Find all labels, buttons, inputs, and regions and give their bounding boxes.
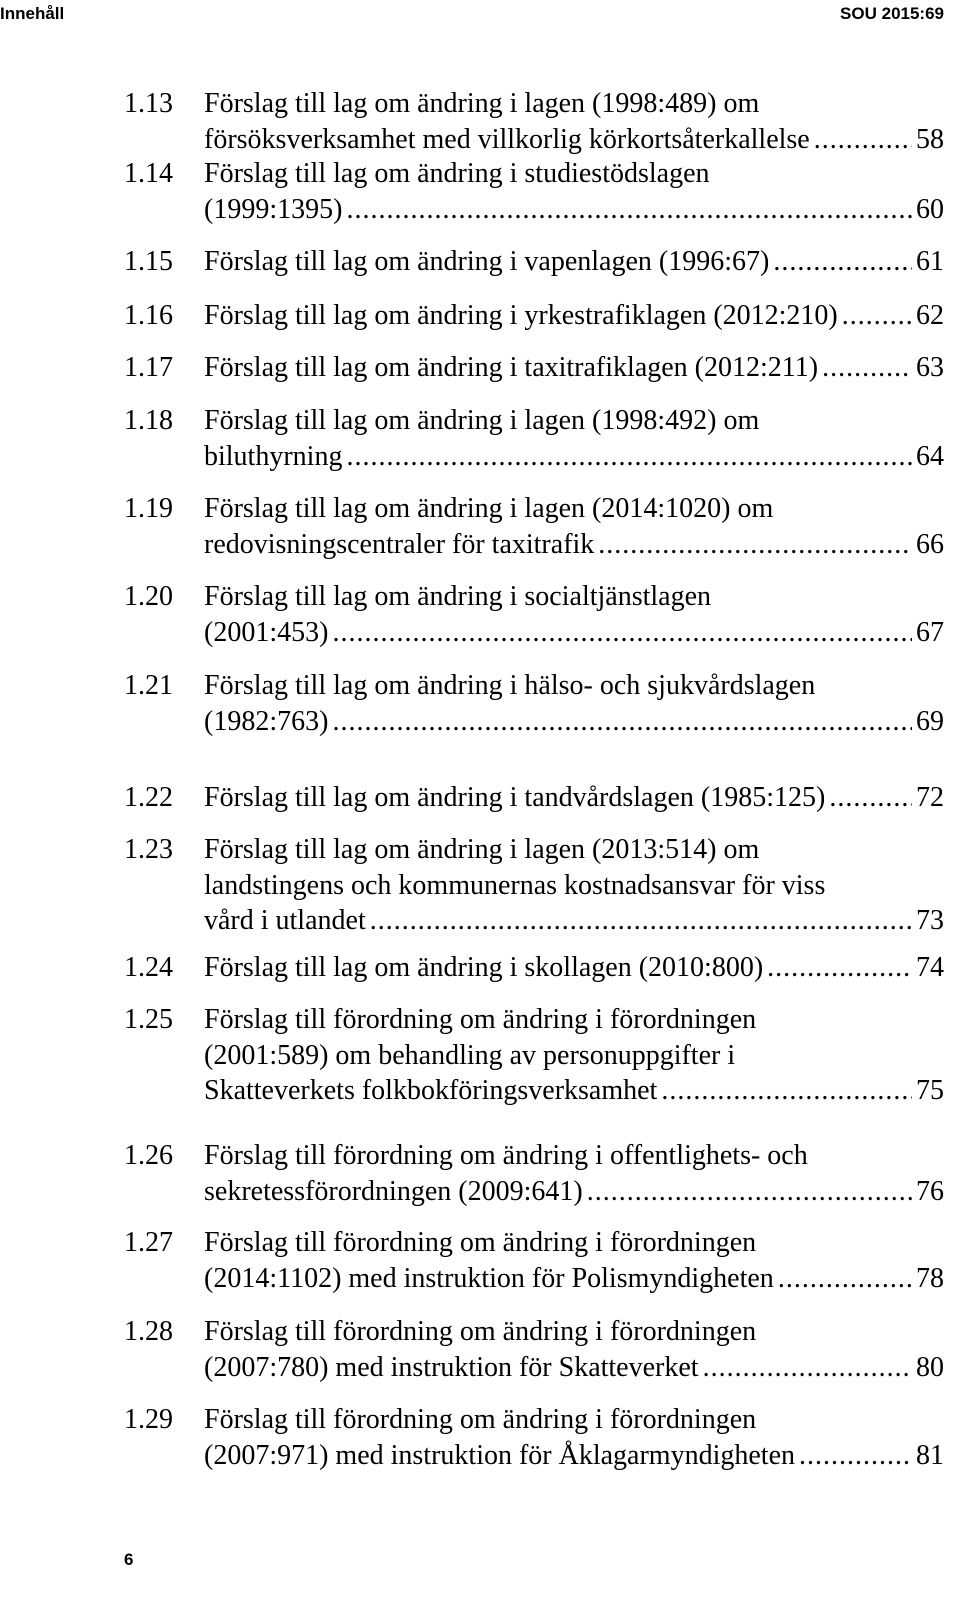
toc-entry-last-line <box>204 704 944 740</box>
toc-page-number: 74 <box>916 952 944 983</box>
toc-page-number: 63 <box>916 352 944 383</box>
toc-entry-line: (2014:1102) med instruktion för Polismyndigheten <box>204 1262 774 1294</box>
toc-entry-number: 1.28 <box>124 1316 173 1347</box>
toc-entry-title <box>204 1138 944 1209</box>
toc-entry-line: Förslag till förordning om ändring i förordningen <box>204 1004 757 1035</box>
toc-entry-title <box>204 491 944 562</box>
toc-entry-number: 1.22 <box>124 782 173 813</box>
toc-entry-line: sekretessförordningen (2009:641) <box>204 1175 583 1207</box>
toc-entry-title <box>204 1002 944 1109</box>
toc-page-number: 64 <box>916 440 944 472</box>
document-id: SOU 2015:69 <box>840 4 944 23</box>
toc-entry[interactable] <box>124 156 944 227</box>
toc-entry-number: 1.20 <box>124 581 173 612</box>
toc-entry[interactable] <box>124 950 944 986</box>
toc-entry-last-line <box>204 1174 944 1210</box>
toc-entry-title <box>204 579 944 650</box>
toc-entry[interactable] <box>124 832 944 939</box>
toc-entry-line: Förslag till lag om ändring i hälso- och sjukvårdslagen <box>204 670 816 701</box>
toc-entry-last-line <box>204 950 944 986</box>
toc-entry[interactable] <box>124 780 944 816</box>
toc-entry-line: Förslag till lag om ändring i yrkestrafiklagen (2012:210) <box>204 300 838 331</box>
toc-entry-line: Förslag till lag om ändring i socialtjänstlagen <box>204 581 712 612</box>
toc-entry-line: Förslag till lag om ändring i taxitrafiklagen (2012:211) <box>204 352 819 383</box>
toc-entry-line: Förslag till lag om ändring i lagen (2014:1020) om <box>204 493 774 524</box>
toc-entry-number: 1.27 <box>124 1227 173 1258</box>
toc-page-number: 76 <box>916 1175 944 1207</box>
toc-page-number: 69 <box>916 705 944 737</box>
toc-entry-last-line <box>204 350 944 386</box>
toc-entry[interactable] <box>124 1138 944 1209</box>
toc-entry-line: (1999:1395) <box>204 193 343 225</box>
toc-entry-line: Förslag till lag om ändring i studiestödslagen <box>204 158 710 189</box>
dot-leader <box>703 1350 912 1386</box>
toc-entry-last-line <box>204 1438 944 1474</box>
toc-entry-number: 1.13 <box>124 88 173 119</box>
dot-leader <box>778 1261 912 1297</box>
toc-entry-title <box>204 780 944 816</box>
toc-entry-line: (2001:589) om behandling av personuppgifter i <box>204 1039 736 1071</box>
toc-entry[interactable] <box>124 298 944 334</box>
toc-page-number: 81 <box>916 1439 944 1471</box>
toc-entry-line: Förslag till lag om ändring i lagen (1998:492) om <box>204 405 760 436</box>
toc-page-number: 62 <box>916 300 944 331</box>
toc-entry[interactable] <box>124 86 944 157</box>
toc-entry-line: Förslag till lag om ändring i vapenlagen (1996:67) <box>204 246 770 277</box>
dot-leader <box>661 1073 912 1109</box>
toc-entry-number: 1.29 <box>124 1404 173 1435</box>
dot-leader <box>346 439 912 475</box>
dot-leader <box>598 527 912 563</box>
toc-page-number: 73 <box>916 905 944 936</box>
dot-leader <box>842 298 912 334</box>
toc-entry-line: Förslag till förordning om ändring i offentlighets- och <box>204 1140 808 1171</box>
toc-page-number: 80 <box>916 1351 944 1383</box>
toc-entry[interactable] <box>124 1002 944 1109</box>
toc-entry-line: Förslag till förordning om ändring i förordningen <box>204 1404 757 1435</box>
toc-entry-title <box>204 668 944 739</box>
toc-entry[interactable] <box>124 1225 944 1296</box>
toc-entry-number: 1.21 <box>124 670 173 701</box>
toc-page-number: 58 <box>916 123 944 155</box>
toc-entry-line: vård i utlandet <box>204 905 366 936</box>
toc-entry-last-line <box>204 1261 944 1297</box>
toc-entry-last-line <box>204 1350 944 1386</box>
toc-entry-number: 1.18 <box>124 405 173 436</box>
toc-entry-last-line <box>204 780 944 816</box>
toc-page-number: 67 <box>916 616 944 648</box>
dot-leader <box>814 122 912 158</box>
section-title: Innehåll <box>0 4 65 23</box>
toc-entry-last-line <box>204 192 944 228</box>
toc-page-number: 66 <box>916 528 944 560</box>
toc-entry[interactable] <box>124 350 944 386</box>
toc-entry-title <box>204 403 944 474</box>
dot-leader <box>829 780 912 816</box>
toc-entry-last-line <box>204 1073 944 1109</box>
toc-page-number: 61 <box>916 246 944 277</box>
toc-entry-title <box>204 950 944 986</box>
toc-entry-line: (2007:780) med instruktion för Skatteverket <box>204 1351 699 1383</box>
toc-page-number: 72 <box>916 782 944 813</box>
toc-page-number: 78 <box>916 1262 944 1294</box>
toc-entry-title <box>204 244 944 280</box>
toc-entry-number: 1.17 <box>124 352 173 383</box>
toc-entry-line: (1982:763) <box>204 705 329 737</box>
toc-entry-line: redovisningscentraler för taxitrafik <box>204 528 595 560</box>
toc-entry-line: Förslag till förordning om ändring i förordningen <box>204 1316 757 1347</box>
toc-entry-title <box>204 156 944 227</box>
toc-entry[interactable] <box>124 1402 944 1473</box>
toc-entry-title <box>204 1402 944 1473</box>
toc-entry-line: Skatteverkets folkbokföringsverksamhet <box>204 1075 658 1106</box>
dot-leader <box>773 244 912 280</box>
toc-entry[interactable] <box>124 579 944 650</box>
dot-leader <box>370 903 912 939</box>
toc-entry[interactable] <box>124 668 944 739</box>
toc-entry-line: Förslag till lag om ändring i lagen (1998:489) om <box>204 88 760 119</box>
dot-leader <box>799 1438 912 1474</box>
toc-entry-last-line <box>204 298 944 334</box>
dot-leader <box>332 615 912 651</box>
toc-entry-title <box>204 350 944 386</box>
toc-entry-number: 1.14 <box>124 158 173 189</box>
toc-entry-line: Förslag till lag om ändring i lagen (2013:514) om <box>204 834 760 865</box>
toc-entry[interactable] <box>124 403 944 474</box>
toc-page-number: 75 <box>916 1075 944 1106</box>
toc-entry-number: 1.25 <box>124 1004 173 1035</box>
toc-entry-line: försöksverksamhet med villkorlig körkortsåterkallelse <box>204 123 810 155</box>
toc-entry-last-line <box>204 122 944 158</box>
toc-entry-number: 1.23 <box>124 834 173 865</box>
toc-entry-line: biluthyrning <box>204 440 343 472</box>
toc-entry-line: Förslag till förordning om ändring i förordningen <box>204 1227 757 1258</box>
dot-leader <box>332 704 912 740</box>
toc-entry-last-line <box>204 903 944 939</box>
toc-entry-last-line <box>204 527 944 563</box>
running-head <box>0 4 960 34</box>
dot-leader <box>587 1174 912 1210</box>
toc-entry-number: 1.15 <box>124 246 173 277</box>
toc-entry-title <box>204 832 944 939</box>
toc-entry-last-line <box>204 244 944 280</box>
toc-entry-number: 1.26 <box>124 1140 173 1171</box>
toc-entry-number: 1.24 <box>124 952 173 983</box>
toc-entry-line: Förslag till lag om ändring i tandvårdslagen (1985:125) <box>204 782 826 813</box>
toc-entry-number: 1.16 <box>124 300 173 331</box>
toc-entry-title <box>204 298 944 334</box>
toc-page-number: 60 <box>916 193 944 225</box>
toc-entry[interactable] <box>124 491 944 562</box>
toc-entry-line: (2007:971) med instruktion för Åklagarmyndigheten <box>204 1439 795 1471</box>
toc-entry-last-line <box>204 439 944 475</box>
toc-entry-line: landstingens och kommunernas kostnadsansvar för viss <box>204 869 826 901</box>
toc-entry-line: (2001:453) <box>204 616 329 648</box>
toc-entry-title <box>204 86 944 157</box>
toc-entry[interactable] <box>124 1314 944 1385</box>
toc-entry-last-line <box>204 615 944 651</box>
page-number: 6 <box>124 1550 134 1569</box>
toc-entry-number: 1.19 <box>124 493 173 524</box>
toc-entry[interactable] <box>124 244 944 280</box>
dot-leader <box>346 192 912 228</box>
dot-leader <box>767 950 912 986</box>
toc-entry-title <box>204 1225 944 1296</box>
toc-entry-title <box>204 1314 944 1385</box>
toc-entry-line: Förslag till lag om ändring i skollagen (2010:800) <box>204 952 764 983</box>
dot-leader <box>822 350 912 386</box>
